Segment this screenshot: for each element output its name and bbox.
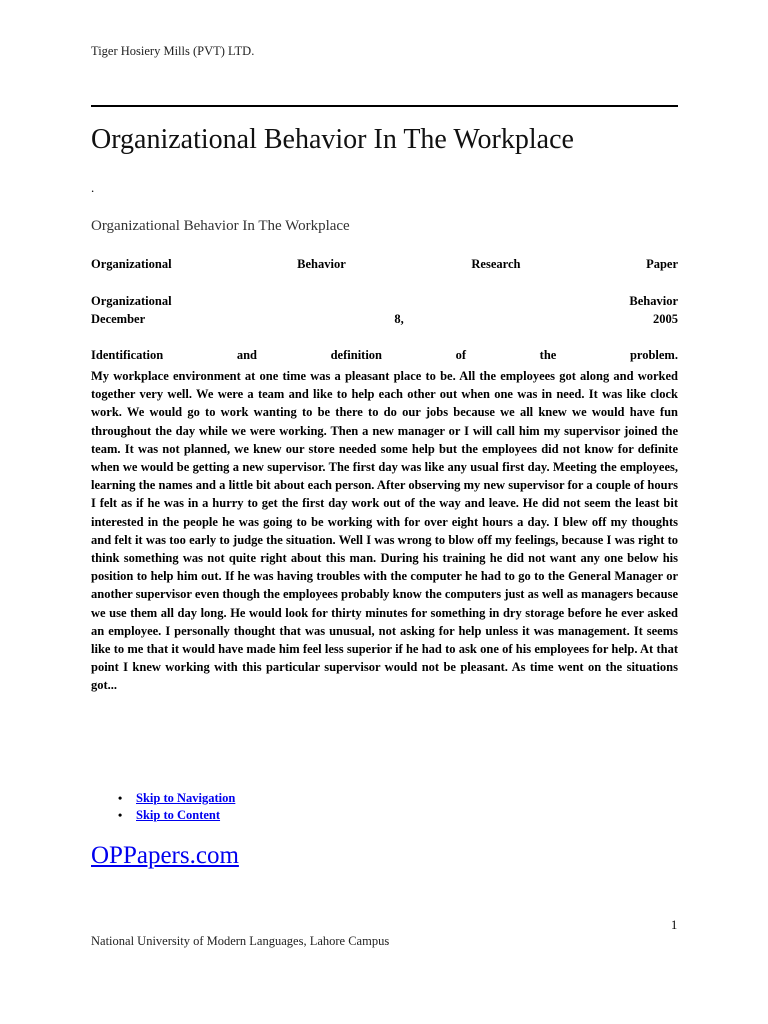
heading-word: Behavior xyxy=(629,294,678,308)
heading-word: of xyxy=(455,348,467,362)
heading-word: Organizational xyxy=(91,257,172,271)
body-paragraph: My workplace environment at one time was a pleasant place to be. All the employees got along and worked together very well. We were a team and like to help each other out when one was in need. It was like clock work. We would go to work wanting to be there to do our jobs because we all knew we would have fun throughout the day while we were working. Then a new manager or I will call him my supervisor joined the team. It was not planned, we knew our store needed some help but the employees did not know for definite when we would be getting a new supervisor. The first day was like any usual first day. Meeting the employees, learning the names and a little bit about each person. After observing my new supervisor for a couple of hours I felt as if he was in a hurry to get the first day work out of the way and leave. He did not seem the least bit interested in the people he was going to be working with for over eight hours a day. I blew off my thoughts and felt it was too early to judge the situation. Well I was wrong to blow off my feelings, because I was right to think something was not quite right about this man. During his training he did not want any one below his position to help him out. If he was having troubles with the computer he had to go to the General Manager or another supervisor even though the employees probably know the computers just as well as managers because we use them all day long. He would look for thirty minutes for something in dry storage before he ever asked an employee. I personally thought that was unusual, not asking for help unless it was management. It seems like to me that it would have made him feel less superior if he had to ask one of his employees for help. At that point I knew working with this particular supervisor would not be pleasant. As time went on the situations got... xyxy=(91,369,678,693)
heading-line-research-paper xyxy=(91,257,678,272)
heading-word: Identification xyxy=(91,348,164,362)
heading-word: and xyxy=(236,348,257,362)
site-link[interactable]: OPPapers.com xyxy=(91,842,239,869)
separator-dot: . xyxy=(91,180,95,195)
document-title: Organizational Behavior In The Workplace xyxy=(91,124,574,155)
heading-word: the xyxy=(539,348,557,362)
heading-word: Paper xyxy=(646,257,678,271)
heading-word: definition xyxy=(330,348,383,362)
skip-to-content-link[interactable]: Skip to Content xyxy=(136,807,221,822)
date-month: December xyxy=(91,312,146,326)
heading-word: Organizational xyxy=(91,294,172,308)
problem-heading-line xyxy=(91,348,678,363)
list-item xyxy=(112,808,235,825)
skip-links-list xyxy=(112,791,235,824)
heading-word: Behavior xyxy=(297,257,346,271)
document-subtitle: Organizational Behavior In The Workplace xyxy=(91,218,350,234)
skip-to-navigation-link[interactable]: Skip to Navigation xyxy=(136,791,236,805)
heading-line-org-behavior xyxy=(91,294,678,309)
page-number: 1 xyxy=(671,918,678,932)
footer-institution: National University of Modern Languages, Lahore Campus xyxy=(91,934,390,948)
date-day: 8, xyxy=(394,312,404,326)
bullet-icon: • xyxy=(118,791,123,805)
header-divider xyxy=(91,105,678,107)
list-item xyxy=(112,791,235,808)
header-company: Tiger Hosiery Mills (PVT) LTD. xyxy=(91,44,255,58)
heading-word: problem. xyxy=(629,348,678,362)
bullet-icon: • xyxy=(118,807,123,822)
date-year: 2005 xyxy=(652,312,678,326)
date-line xyxy=(91,312,678,327)
heading-word: Research xyxy=(471,257,521,271)
